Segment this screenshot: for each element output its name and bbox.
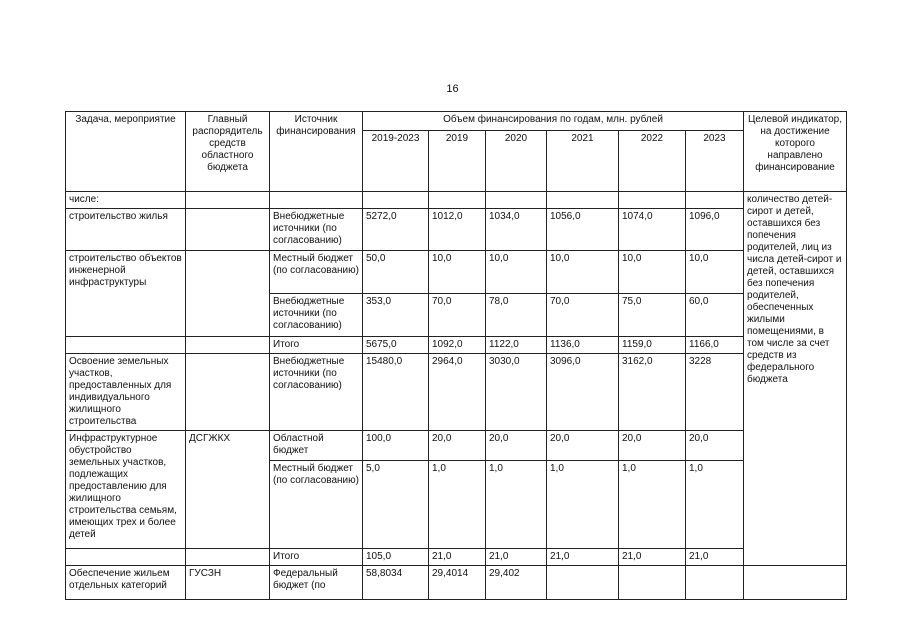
value-cell: 353,0 xyxy=(363,294,429,337)
table-row xyxy=(66,294,847,337)
funding-table xyxy=(65,111,847,600)
task-cell xyxy=(66,549,186,566)
manager-cell xyxy=(186,337,270,354)
value-cell: 21,0 xyxy=(486,549,547,566)
value-cell xyxy=(619,566,686,600)
header-manager: Главный распорядитель средств областного бюджета xyxy=(186,112,270,192)
value-cell: 20,0 xyxy=(429,431,486,461)
value-cell: 105,0 xyxy=(363,549,429,566)
manager-cell xyxy=(186,209,270,251)
source-cell: Областной бюджет xyxy=(270,431,363,461)
table-row xyxy=(66,354,847,431)
value-cell: 70,0 xyxy=(429,294,486,337)
value-cell: 1012,0 xyxy=(429,209,486,251)
target-indicator: количество детей-сирот и детей, оставшихся без попечения родителей, лиц из числа детей-сирот и детей, оставшихся без попечения родителей, обеспеченных жилыми помещениями, в том числе за счет средств из федерального бюджета xyxy=(744,192,847,566)
value-cell: 5272,0 xyxy=(363,209,429,251)
source-cell: Итого xyxy=(270,337,363,354)
value-cell: 75,0 xyxy=(619,294,686,337)
header-funding: Объем финансирования по годам, млн. рублей xyxy=(363,112,744,131)
header-source: Источник финансирования xyxy=(270,112,363,192)
value-cell: 1136,0 xyxy=(547,337,619,354)
table-row xyxy=(66,209,847,251)
source-cell: Федеральный бюджет (по xyxy=(270,566,363,600)
value-cell: 60,0 xyxy=(686,294,744,337)
value-cell: 1,0 xyxy=(619,461,686,549)
value-cell: 50,0 xyxy=(363,251,429,294)
header-year: 2023 xyxy=(686,131,744,192)
value-cell: 70,0 xyxy=(547,294,619,337)
value-cell: 10,0 xyxy=(486,251,547,294)
source-cell: Внебюджетные источники (по согласованию) xyxy=(270,354,363,431)
value-cell: 1,0 xyxy=(429,461,486,549)
value-cell: 1166,0 xyxy=(686,337,744,354)
value-cell: 20,0 xyxy=(486,431,547,461)
manager-cell xyxy=(186,294,270,337)
value-cell: 58,8034 xyxy=(363,566,429,600)
table-row xyxy=(66,251,847,294)
total-row xyxy=(66,337,847,354)
target-cell-empty xyxy=(744,566,847,600)
task-cell xyxy=(66,337,186,354)
value-cell: 1122,0 xyxy=(486,337,547,354)
source-cell: Местный бюджет (по согласованию) xyxy=(270,251,363,294)
value-cell: 10,0 xyxy=(686,251,744,294)
manager-cell xyxy=(186,461,270,549)
value-cell: 78,0 xyxy=(486,294,547,337)
value-cell: 1056,0 xyxy=(547,209,619,251)
source-cell: Внебюджетные источники (по согласованию) xyxy=(270,209,363,251)
header-year: 2022 xyxy=(619,131,686,192)
value-cell: 1092,0 xyxy=(429,337,486,354)
total-row xyxy=(66,549,847,566)
value-cell: 20,0 xyxy=(686,431,744,461)
value-cell: 3162,0 xyxy=(619,354,686,431)
value-cell: 10,0 xyxy=(547,251,619,294)
continuation-row xyxy=(66,192,847,209)
manager-cell xyxy=(186,354,270,431)
header-year: 2021 xyxy=(547,131,619,192)
value-cell: 21,0 xyxy=(429,549,486,566)
value-cell: 10,0 xyxy=(619,251,686,294)
value-cell: 1159,0 xyxy=(619,337,686,354)
value-cell: 2964,0 xyxy=(429,354,486,431)
value-cell: 1096,0 xyxy=(686,209,744,251)
value-cell xyxy=(686,566,744,600)
value-cell: 29,402 xyxy=(486,566,547,600)
value-cell: 5675,0 xyxy=(363,337,429,354)
page-number: 16 xyxy=(446,83,459,95)
value-cell: 100,0 xyxy=(363,431,429,461)
header-target: Целевой индикатор, на достижение которого направлено финансирование xyxy=(744,112,847,192)
manager-cell xyxy=(186,549,270,566)
task-cell: Обеспечение жильем отдельных категорий xyxy=(66,566,186,600)
value-cell: 10,0 xyxy=(429,251,486,294)
source-cell: Внебюджетные источники (по согласованию) xyxy=(270,294,363,337)
value-cell: 1,0 xyxy=(486,461,547,549)
value-cell: 1034,0 xyxy=(486,209,547,251)
value-cell: 21,0 xyxy=(547,549,619,566)
header-year: 2019 xyxy=(429,131,486,192)
task-cell xyxy=(66,294,186,337)
header-year: 2019-2023 xyxy=(363,131,429,192)
table-row xyxy=(66,566,847,600)
value-cell: 20,0 xyxy=(619,431,686,461)
source-cell: Местный бюджет (по согласованию) xyxy=(270,461,363,549)
value-cell: 3228 xyxy=(686,354,744,431)
value-cell xyxy=(547,566,619,600)
value-cell: 1074,0 xyxy=(619,209,686,251)
value-cell: 1,0 xyxy=(547,461,619,549)
value-cell: 20,0 xyxy=(547,431,619,461)
manager-cell: ГУСЗН xyxy=(186,566,270,600)
header-task: Задача, мероприятие xyxy=(66,112,186,192)
task-cell: строительство жилья xyxy=(66,209,186,251)
value-cell: 5,0 xyxy=(363,461,429,549)
header-row xyxy=(66,112,847,131)
value-cell: 3096,0 xyxy=(547,354,619,431)
continuation-text: числе: xyxy=(66,192,186,209)
value-cell: 21,0 xyxy=(619,549,686,566)
value-cell: 1,0 xyxy=(686,461,744,549)
value-cell: 29,4014 xyxy=(429,566,486,600)
task-cell: Инфраструктурное обустройство земельных участков, подлежащих предоставлению для жилищного строительства семьям, имеющих трех и более детей xyxy=(66,431,186,549)
manager-cell xyxy=(186,251,270,294)
header-year: 2020 xyxy=(486,131,547,192)
value-cell: 3030,0 xyxy=(486,354,547,431)
source-cell: Итого xyxy=(270,549,363,566)
value-cell: 15480,0 xyxy=(363,354,429,431)
value-cell: 21,0 xyxy=(686,549,744,566)
task-cell: строительство объектов инженерной инфраструктуры xyxy=(66,251,186,294)
table-row xyxy=(66,431,847,461)
task-cell: Освоение земельных участков, предоставленных для индивидуального жилищного строительства xyxy=(66,354,186,431)
manager-cell: ДСГЖКХ xyxy=(186,431,270,461)
